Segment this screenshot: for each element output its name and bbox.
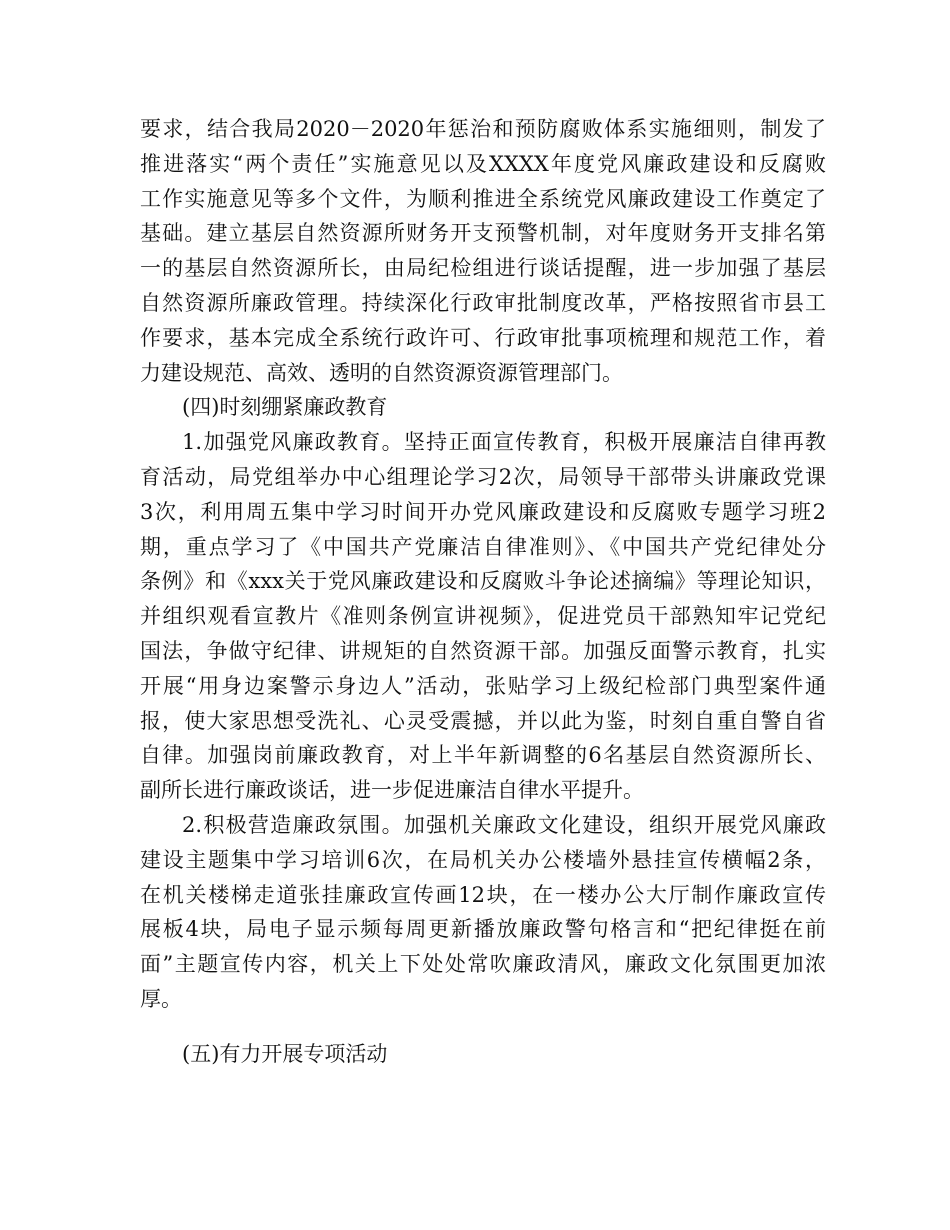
text-line: 自然资源所廉政管理。持续深化行政审批制度改革，严格按照省市县工 — [140, 290, 826, 315]
text-line: 副所长进行廉政谈话，进一步促进廉洁自律水平提升。 — [140, 778, 644, 803]
text-line: 条例》和《xxx关于党风廉政建设和反腐败斗争论述摘编》等理论知识， — [140, 569, 826, 594]
document-page — [140, 112, 826, 1072]
spacer — [140, 1017, 826, 1037]
text-line: 厚。 — [140, 986, 182, 1011]
paragraph-integrity-atmosphere — [140, 808, 826, 1017]
text-line: 自律。加强岗前廉政教育，对上半年新调整的6名基层自然资源所长、 — [140, 743, 826, 768]
section-heading-4: (四)时刻绷紧廉政教育 — [182, 395, 388, 420]
text-line: 并组织观看宣教片《准则条例宣讲视频》，促进党员干部熟知牢记党纪 — [140, 604, 826, 629]
text-line: 建设主题集中学习培训6次，在局机关办公楼墙外悬挂宣传横幅2条， — [140, 847, 826, 872]
text-line: 2.积极营造廉政氛围。加强机关廉政文化建设，组织开展党风廉政 — [182, 812, 826, 837]
text-line: 开展“用身边案警示身边人”活动，张贴学习上级纪检部门典型案件通 — [140, 673, 826, 698]
text-line: 育活动，局党组举办中心组理论学习2次，局领导干部带头讲廉政党课 — [140, 464, 826, 489]
text-line: 推进落实“两个责任”实施意见以及XXXX年度党风廉政建设和反腐败 — [140, 151, 826, 176]
text-line: 1.加强党风廉政教育。坚持正面宣传教育，积极开展廉洁自律再教 — [182, 430, 826, 455]
text-line: 展板4块，局电子显示频每周更新播放廉政警句格言和“把纪律挺在前 — [140, 917, 826, 942]
text-line: 工作实施意见等多个文件，为顺利推进全系统党风廉政建设工作奠定了 — [140, 186, 826, 211]
text-line: 一的基层自然资源所长，由局纪检组进行谈话提醒，进一步加强了基层 — [140, 256, 826, 281]
text-line: 面”主题宣传内容，机关上下处处常吹廉政清风，廉政文化氛围更加浓 — [140, 952, 826, 977]
text-line: 国法，争做守纪律、讲规矩的自然资源干部。加强反面警示教育，扎实 — [140, 638, 826, 663]
text-line: 3次，利用周五集中学习时间开办党风廉政建设和反腐败专题学习班2 — [140, 499, 826, 524]
paragraph-implementation-rules — [140, 112, 826, 390]
text-line: 要求，结合我局2020－2020年惩治和预防腐败体系实施细则，制发了 — [140, 117, 826, 141]
text-line: 报，使大家思想受洗礼、心灵受震撼，并以此为鉴，时刻自重自警自省 — [140, 708, 826, 733]
text-line: 在机关楼梯走道张挂廉政宣传画12块，在一楼办公大厅制作廉政宣传 — [140, 882, 826, 907]
text-line: 基础。建立基层自然资源所财务开支预警机制，对年度财务开支排名第 — [140, 221, 826, 246]
text-line: 力建设规范、高效、透明的自然资源资源管理部门。 — [140, 360, 623, 385]
paragraph-integrity-education — [140, 425, 826, 808]
text-line: 期，重点学习了《中国共产党廉洁自律准则》、《中国共产党纪律处分 — [140, 534, 826, 559]
text-line: 作要求，基本完成全系统行政许可、行政审批事项梳理和规范工作，着 — [140, 325, 826, 350]
section-heading-5: (五)有力开展专项活动 — [182, 1041, 388, 1066]
